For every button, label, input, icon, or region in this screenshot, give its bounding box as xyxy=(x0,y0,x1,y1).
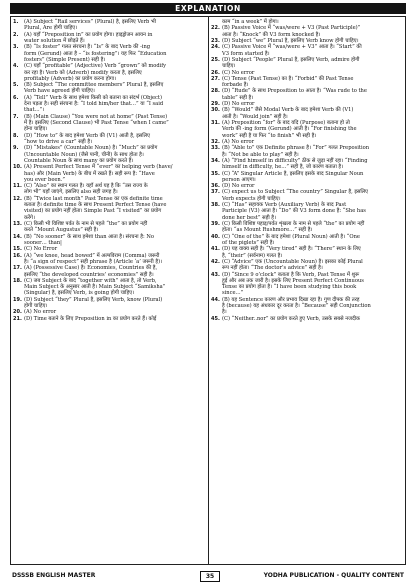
explanation-item xyxy=(211,57,403,70)
explanation-item xyxy=(211,171,403,184)
item-number: 25. xyxy=(211,56,220,63)
explanation-item xyxy=(13,196,205,221)
item-text: (B) “Twice last month” Past Tense का एक definite time बताता है। definite time के साथ Present Perfect Tense (have visited) का प्रयोग नहीं होता। Simple Past “I visited” का प्रयोग करेंगे। xyxy=(24,195,167,221)
explanation-item xyxy=(211,145,403,158)
item-text: (B) “Is foster” गलत संरचना है। “Is” के बाद Verb की -ing form (Gerund) आता है – “is fostering”। यह फिर “Education fosters” (Simple Present) सही है। xyxy=(24,44,167,63)
item-text: (B) “Would” जैसे Modal Verb के बाद हमेशा Verb की (V1) आती है। “Would join” सही है। xyxy=(222,107,354,120)
explanation-columns xyxy=(10,16,406,565)
item-number: 31. xyxy=(211,120,220,126)
explanation-item xyxy=(13,278,205,297)
explanation-item xyxy=(211,316,403,322)
item-number: 41. xyxy=(211,246,220,253)
item-number: 30. xyxy=(211,107,220,114)
item-number: 16. xyxy=(13,252,22,259)
right-column xyxy=(211,19,403,322)
explanation-item xyxy=(13,32,205,45)
explanation-item xyxy=(211,189,403,202)
explanation-item xyxy=(13,114,205,133)
explanation-item xyxy=(211,88,403,101)
item-number: 4. xyxy=(13,63,19,70)
item-number: 39. xyxy=(211,221,220,227)
item-text: (C) जब Subject के बाद “together with” आता है, तो Verb, Main Subject के अनुसार आती है। Main Subject “Samiksha” (Singular) है, इसलिए Verb, is going होगी चाहिए। xyxy=(24,277,166,297)
explanation-item xyxy=(13,183,205,196)
item-number: 14. xyxy=(13,233,22,240)
explanation-item xyxy=(13,63,205,82)
item-number: 13. xyxy=(13,221,22,227)
item-text: (A) Preposition “for” के बाद यदि (Purpose) बताना हो तो Verb की -ing form (Gerund) आती है। “For finishing the work” सही है या फिर “to finish” भी सही है। xyxy=(222,120,357,139)
explanation-item xyxy=(211,259,403,272)
item-text: (A) No error xyxy=(222,138,255,145)
item-text: (D) यह वाक्य सही है। “Very tired” सही है। “There” स्थान के लिए है, “their” (सर्वनाम) गलत है। xyxy=(222,246,361,259)
explanation-item xyxy=(211,107,403,120)
explanation-item xyxy=(13,253,205,266)
explanation-item xyxy=(211,234,403,247)
item-number: 37. xyxy=(211,189,220,196)
item-number: 26. xyxy=(211,69,220,76)
item-number: 44. xyxy=(211,296,220,303)
item-text: (C) किसी भी विशिष्ट पर्वत के नाम से पहले “the” का प्रयोग नहीं करते “Mount Augustus” सही है। xyxy=(24,221,148,234)
item-number: 22. xyxy=(211,25,220,32)
item-text: (C) “One of the” के बाद हमेशा (Plural Noun) आती है। “One of the piglets” सही है। xyxy=(222,233,360,246)
explanation-item xyxy=(211,297,403,316)
item-text: (D) No error xyxy=(222,101,255,108)
explanation-item xyxy=(211,25,403,38)
explanation-item xyxy=(211,202,403,221)
item-text: (D) “Since 9 o’clock” बताता है कि Verb, Past Tense में शुरू हुई और अब तक जारी है। इसके लिए Present Perfect Continuous Tense का प्रयोग होता है। “I have been studying this book since…” xyxy=(222,271,364,297)
item-number: 32. xyxy=(211,138,220,145)
item-text: (C) यहाँ “profitable” (Adjective) Verb “grown” को modify कर रहा है। Verb को (Adverb) modify करता है, इसलिए profitably (Adverb) का प्रयोग करना होगा। xyxy=(24,63,167,82)
item-text: (C) expect us to Subject “The country” Singular है, इसलिए Verb expects होगी चाहिए। xyxy=(222,189,369,202)
item-number: 3. xyxy=(13,44,19,51)
item-number: 21. xyxy=(13,315,22,322)
item-text: (A) “Tell” Verb के साथ हमेशा किसी को बताना का संदर्भ (Object) देना पड़ता है। सही संरचना है: “I told him/her that…” या “I said that…”। xyxy=(24,94,164,114)
item-text: (C) किसी विशिष्ट पहाड़/पर्वत शृंखला के नाम से पहले “the” का प्रयोग नहीं होता। “as Mount Rushmore…” सही है। xyxy=(222,221,365,234)
item-text: (C) No error xyxy=(222,69,255,76)
explanation-item xyxy=(211,158,403,171)
item-text: (B) Subject “The committee members” Plural है, इसलिए Verb have agreed होगी चाहिए। xyxy=(24,82,164,95)
item-text: (D) Subject “we” Plural है, इसलिए Verb know होगी चाहिए। xyxy=(222,37,359,44)
explanation-item xyxy=(13,316,205,322)
item-text: (D) “Mistakes” (Countable Noun) है। “Much” का प्रयोग (Uncountable Noun) (जैसे पानी, चीनी) के साथ होता है। Countable Noun के साथ many का प्रयोग करते हैं। xyxy=(24,145,158,164)
explanation-item xyxy=(211,221,403,234)
explanation-item xyxy=(211,76,403,89)
item-number: 36. xyxy=(211,183,220,190)
item-text: (A) Present Perfect Tense में “ever” का helping verb (have/ has) और (Main Verb) के बीच में रखते हैं। सही रूप है: “Have you ever been.” xyxy=(24,164,173,183)
item-number: 33. xyxy=(211,145,220,152)
item-text: (B) “No sooner” के साथ हमेशा than आता है। संरचना है: No sooner… than| xyxy=(24,233,154,246)
item-number: 28. xyxy=(211,88,220,95)
item-text: (C) “Advice” एक (Uncountable Noun) है। इसका कोई Plural रूप नहीं होता। “The doctor’s advice” सही है। xyxy=(222,258,363,272)
item-number: 27. xyxy=(211,75,220,82)
item-text: (C) “Also” का स्थान गलत है। यहाँ अर्थ यह है कि “उस राज्य के लोग भी” यहाँ जाएंगे, इसलिए also सही जगह है। xyxy=(24,183,148,196)
item-number: 40. xyxy=(211,233,220,240)
item-number: 23. xyxy=(211,37,220,44)
item-text: (D) Subject “they” Plural है, इसलिए Verb, know (Plural) होगी चाहिए। xyxy=(24,296,163,310)
item-text: (D) “How to” के बाद हमेशा Verb की (V1) आती है, इसलिए “how to drive a car” सही है। xyxy=(24,132,150,145)
item-number: 45. xyxy=(211,315,220,322)
item-text: (B) (Main Clause) “You were not at home” (Past Tense) में है। इसलिए (Second Clause) भी Past Tense “when I came” होना चाहिए। xyxy=(24,113,169,133)
item-text: (C) No Error xyxy=(24,246,58,253)
explanation-item xyxy=(13,82,205,95)
page-number: 35 xyxy=(200,571,220,582)
item-number: 8. xyxy=(13,132,19,139)
explanation-item xyxy=(13,44,205,63)
item-number: 11. xyxy=(13,183,22,190)
item-number: 42. xyxy=(211,258,220,265)
explanation-item xyxy=(211,246,403,259)
item-text: (A) “we knee, head bowed” में अल्पविराम (Comma) जरूरी है। “a sign of respect” सही phrase है (Article ‘a’ जरूरी है)। xyxy=(24,252,163,265)
item-text: (D) Time बताने के लिए Preposition in का प्रयोग करते हैं। कोई xyxy=(24,315,157,322)
footer-book-title: DSSSB ENGLISH MASTER xyxy=(12,572,96,579)
item-number: 18. xyxy=(13,277,22,284)
item-text: (D) No error xyxy=(222,183,255,190)
item-number: 34. xyxy=(211,157,220,164)
item-number: 35. xyxy=(211,170,220,177)
item-text: (A) “Find himself in difficulty” ठीक से जुड़ा नहीं रहा। “Finding himself in difficulty, he…” सही है, जो कारण बताता है। xyxy=(222,157,368,171)
explanation-item xyxy=(211,272,403,297)
explanation-item xyxy=(13,297,205,310)
item-text: (C) “Has” सहायक Verb (Auxiliary Verb) के बाद Past Participle (V3) आता है। “Do” की V3 form done है: “She has done her best” सही है। xyxy=(222,202,366,221)
item-text: (B) “Able to” एक Definite phrase है। “For” गलत Preposition है। “Not be able to play” सही है। xyxy=(222,145,370,158)
item-number: 7. xyxy=(13,113,19,120)
item-number: 5. xyxy=(13,82,19,89)
item-number: 15. xyxy=(13,246,22,253)
item-number: 6. xyxy=(13,94,19,101)
item-text: (B) Passive Voice में “was/were + V3 (Past Participle)” आता है। “Knock” की V3 form knocked है। xyxy=(222,25,361,38)
item-text: (C) “Neither..nor” का प्रयोग करते हुए Verb, उसके सबसे नजदीक xyxy=(222,315,360,322)
explanation-item xyxy=(13,234,205,247)
item-number: 1. xyxy=(13,19,19,25)
explanation-item xyxy=(211,44,403,57)
item-text: काम “in a week” में होगा। xyxy=(222,19,279,25)
item-number: 19. xyxy=(13,296,22,303)
item-text: (A) Subject “Rail services” (Plural) है, इसलिए Verb भी Plural, Are होगी चाहिए। xyxy=(24,19,156,32)
explanation-item xyxy=(13,133,205,146)
item-number: 38. xyxy=(211,202,220,209)
explanation-item xyxy=(13,265,205,278)
item-text: (A) (Possessive Case) है। Economies, Countries की है, इसलिए “the developed countries’ economies” सही है। xyxy=(24,265,158,278)
item-text: (B) यह Sentence कारण और प्रभाव दिखा रहा है। गुण दीपक की तरह है (because) यह अंधकार दूर करता है। “Because” सही Conjunction है। xyxy=(222,296,371,316)
item-number: 9. xyxy=(13,145,19,152)
explanation-item xyxy=(13,145,205,164)
item-number: 20. xyxy=(13,309,22,316)
item-text: (C) “A” Singular Article है, इसलिए इसके बाद Singular Noun person आएगा। xyxy=(222,170,364,183)
item-number: 17. xyxy=(13,265,22,272)
item-number: 29. xyxy=(211,101,220,108)
item-number: 10. xyxy=(13,164,22,171)
explanation-header: EXPLANATION xyxy=(10,3,406,14)
item-number: 24. xyxy=(211,44,220,51)
item-text: (D) Subject “People” Plural है, इसलिए Verb, admire होगी चाहिए। xyxy=(222,56,360,70)
item-number: 12. xyxy=(13,195,22,202)
left-column xyxy=(13,19,205,322)
page-footer xyxy=(10,570,406,582)
explanation-item xyxy=(13,95,205,114)
item-text: (C) Tense (Past Tense) का है। “Forbid” की Past Tense forbade है। xyxy=(222,75,354,89)
item-text: (A) No error xyxy=(24,309,57,316)
explanation-item xyxy=(13,221,205,234)
explanation-item xyxy=(211,120,403,139)
item-text: (D) “Rude” के साथ Preposition to आता है। “Was rude to the table” सही है। xyxy=(222,88,367,101)
footer-publisher: YODHA PUBLICATION - QUALITY CONTENT xyxy=(263,572,404,579)
item-text: (C) Passive Voice में “was/were + V3” आता है। “Start” की V3 form started है। xyxy=(222,44,362,57)
explanation-item xyxy=(13,19,205,32)
explanation-item xyxy=(13,164,205,183)
item-number: 2. xyxy=(13,31,19,38)
item-number: 43. xyxy=(211,271,220,278)
column-divider xyxy=(208,17,209,564)
item-text: (A) यहाँ “Preposition in” का प्रयोग होगा। हाइड्रोजन आयन in water solution में छोड़ते हैं। xyxy=(24,31,153,44)
